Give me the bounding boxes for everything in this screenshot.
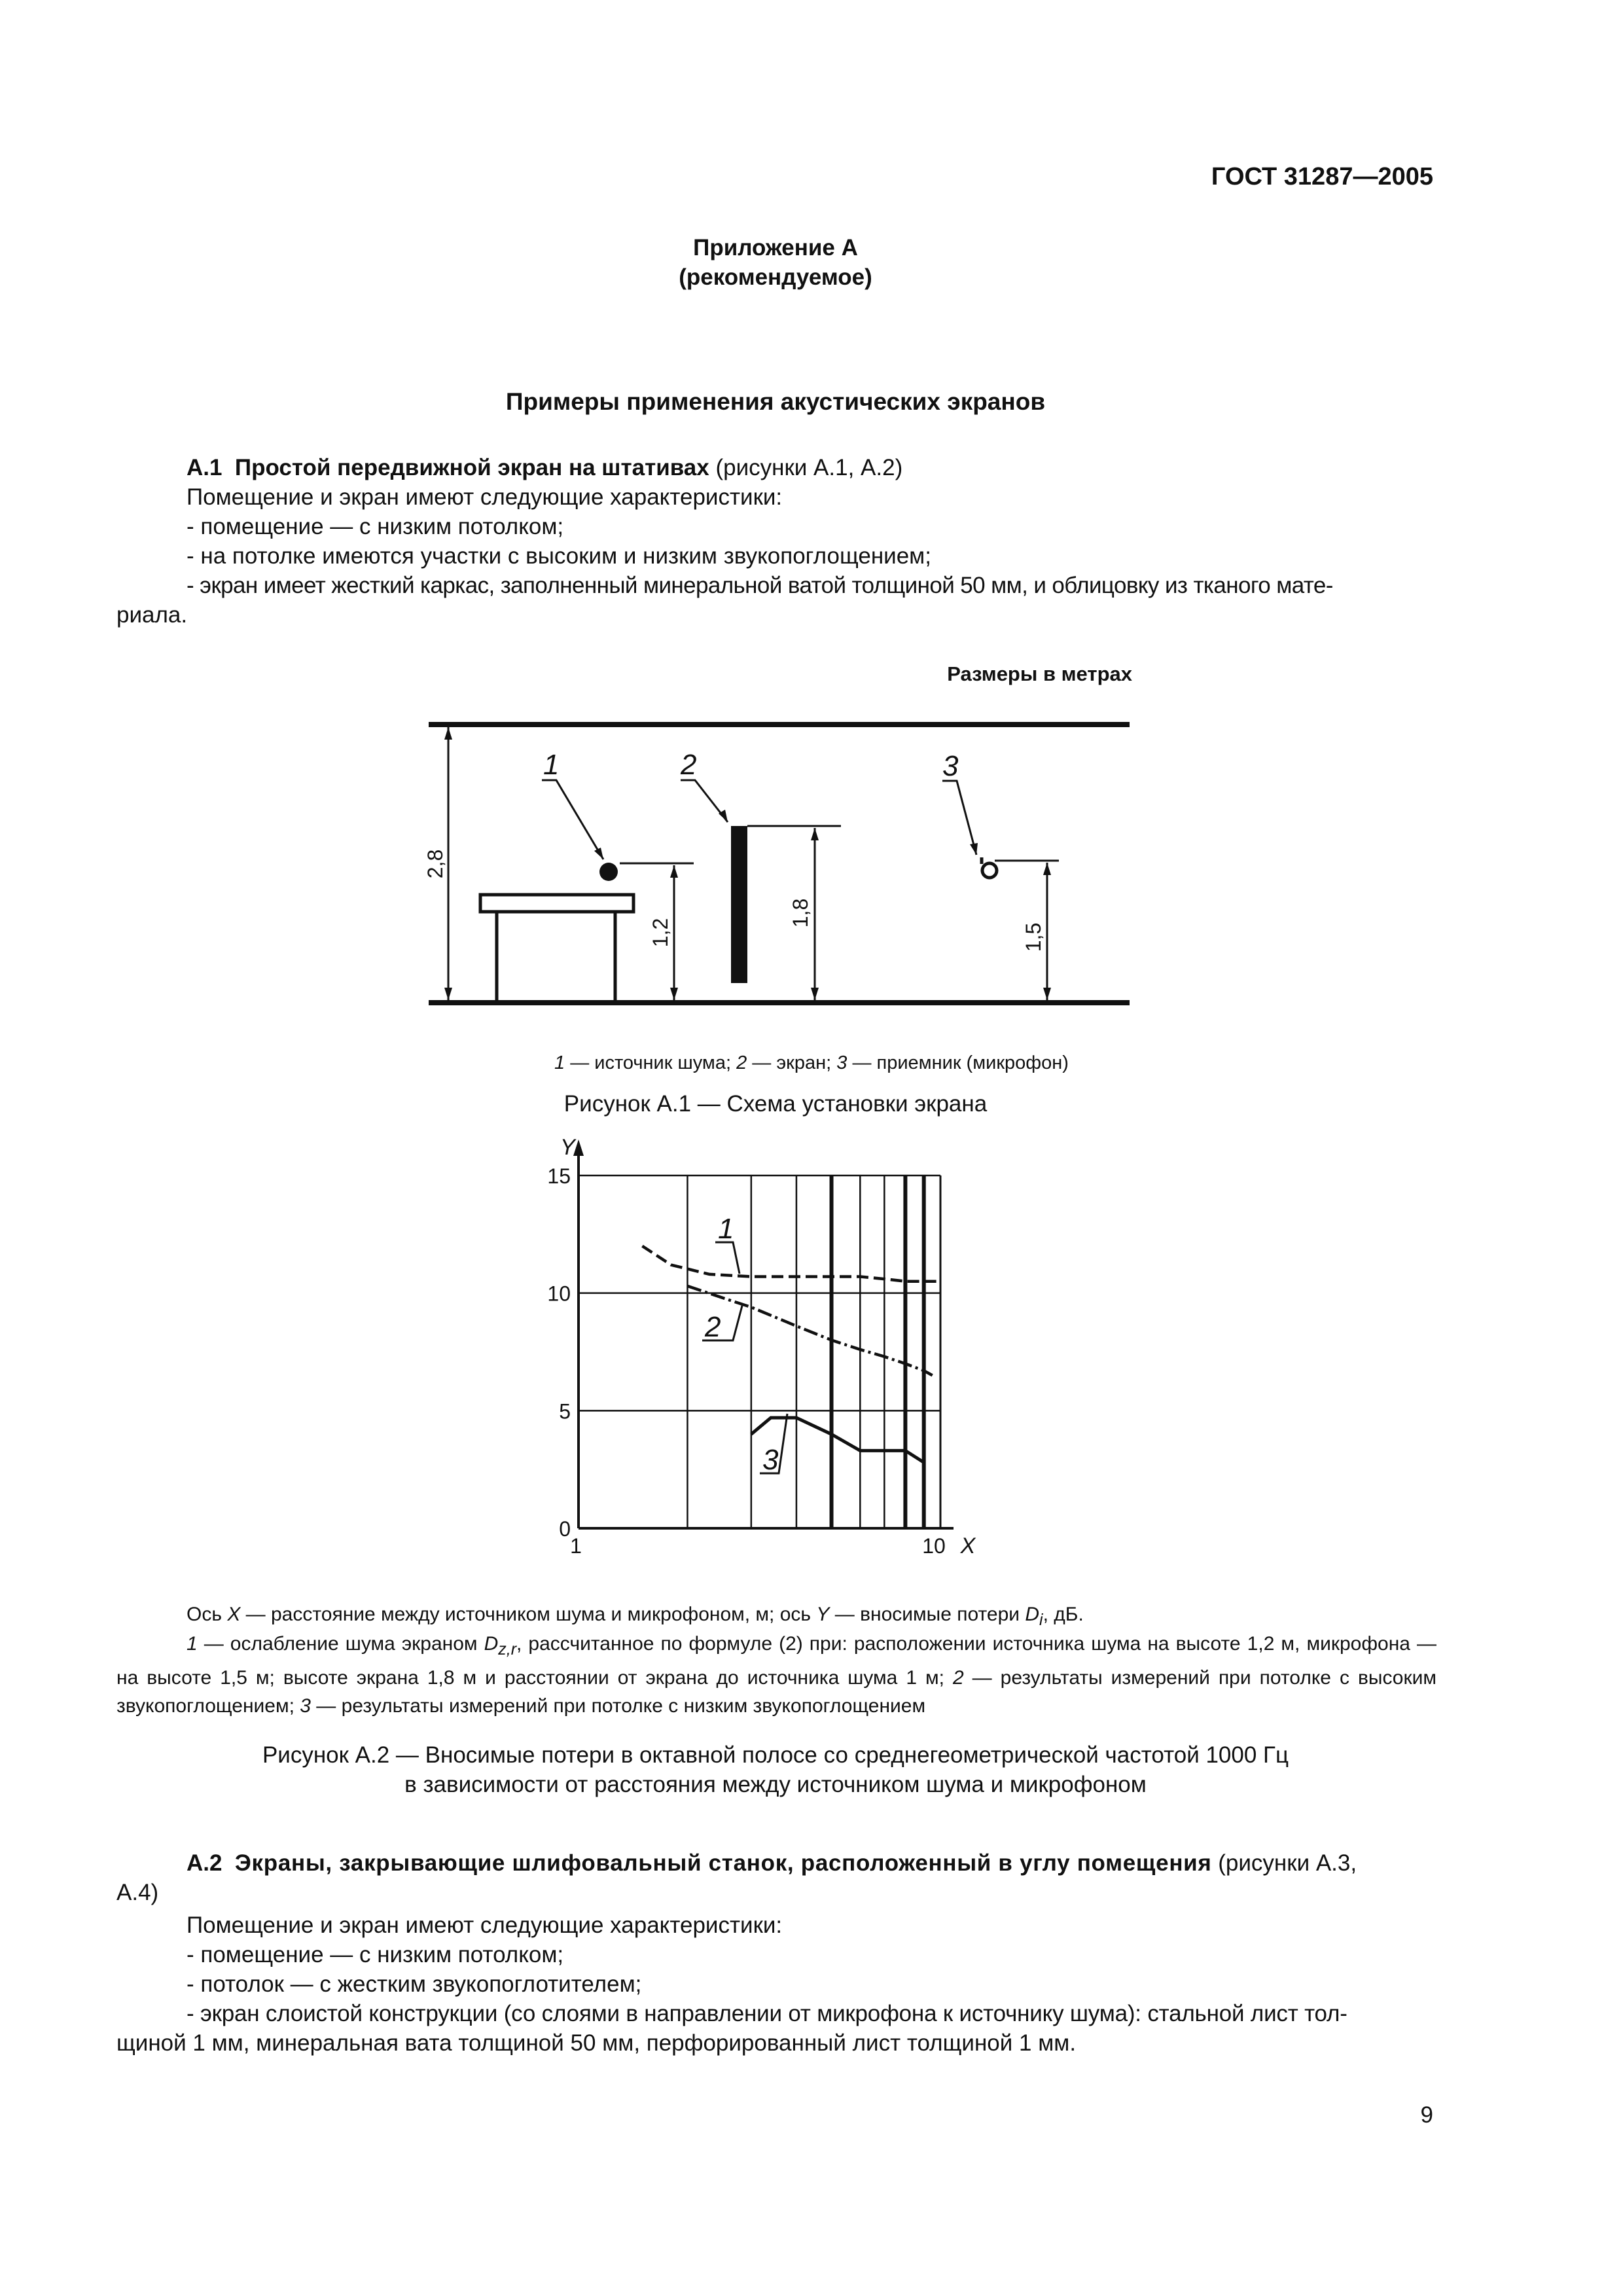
axes-desc-b: — расстояние между источником шума и микрофоном, м; ось <box>240 1604 817 1625</box>
series-label-2: 2 <box>705 1311 721 1343</box>
a2-item-1: - помещение — с низким потолком; <box>187 1942 564 1967</box>
note-n2: 2 <box>953 1667 964 1689</box>
legend-n2: 2 <box>736 1052 747 1073</box>
a2-heading-text: Экраны, закрывающие шлифовальный станок, расположенный в углу помещения <box>234 1850 1212 1876</box>
dim-screen-label: 1,8 <box>789 898 812 928</box>
a1-intro: Помещение и экран имеют следующие характеристики: <box>187 484 783 510</box>
legend-t2: — экран; <box>747 1052 837 1073</box>
note-t3: — результаты измерений при потолке с высоким звукопоглощением; <box>116 1667 1436 1717</box>
fig1-label-1: 1 <box>543 749 560 781</box>
a1-figure-ref: (рисунки А.1, А.2) <box>715 455 903 480</box>
x-axis-label: X <box>960 1534 976 1558</box>
a1-heading-text: Простой передвижной экран на штативах <box>234 455 709 480</box>
legend-n3: 3 <box>836 1052 847 1073</box>
note-t2: , рассчитанное по формуле (2) при: расположении источника шума на высоте 1,2 м, микрофона — на высоте 1,5 м; высоте экрана 1,8 м и расстоянии от экрана до источника шума 1 м; <box>116 1633 1436 1689</box>
x-tick-10: 10 <box>922 1534 946 1558</box>
fig1-units: Размеры в метрах <box>947 662 1132 685</box>
series-line-2 <box>688 1286 933 1375</box>
note-t4: — результаты измерений при потолке с низким звукопоглощением <box>310 1695 926 1717</box>
legend-t3: — приемник (микрофон) <box>847 1052 1069 1073</box>
a2-number: А.2 <box>187 1850 223 1876</box>
axes-desc-y: Y <box>816 1604 830 1625</box>
fig1-legend <box>0 1050 1623 1076</box>
appendix-subtitle: (рекомендуемое) <box>679 264 872 290</box>
note-t1: — ослабление шума экраном <box>197 1633 484 1655</box>
axes-desc-d: D <box>1025 1604 1040 1625</box>
fig2-note <box>116 1630 1436 1720</box>
fig2-caption-line1: Рисунок А.2 — Вносимые потери в октавной полосе со среднегеометрической частотой 1000 Гц <box>262 1742 1289 1768</box>
axes-desc-a: Ось <box>187 1604 228 1625</box>
y-tick-10: 10 <box>547 1282 571 1306</box>
fig1-label-3: 3 <box>942 750 959 782</box>
a1-heading <box>187 454 1436 482</box>
a2-intro: Помещение и экран имеют следующие характеристики: <box>187 1912 783 1938</box>
a1-item-2: - на потолке имеются участки с высоким и низким звукопоглощением; <box>187 543 931 569</box>
dim-receiver-label: 1,5 <box>1022 922 1045 952</box>
a2-item-3: - экран слоистой конструкции (со слоями в направлении от микрофона к источнику шума): стальной лист тол- <box>187 2001 1347 2026</box>
series-leader-1 <box>715 1242 740 1274</box>
fig2-caption-line2: в зависимости от расстояния между источником шума и микрофоном <box>404 1772 1147 1797</box>
note-dz: D <box>484 1633 499 1655</box>
axes-desc-c: — вносимые потери <box>829 1604 1026 1625</box>
a2-figure-ref: (рисунки А.3, <box>1218 1850 1357 1876</box>
a1-item-3: - экран имеет жесткий каркас, заполненный минеральной ватой толщиной 50 мм, и облицовку из тканого мате- <box>187 573 1333 598</box>
page-number: 9 <box>1420 2102 1433 2128</box>
a2-item-3-cont: щиной 1 мм, минеральная вата толщиной 50 мм, перфорированный лист толщиной 1 мм. <box>116 2030 1077 2056</box>
axes-desc-e: , дБ. <box>1043 1604 1084 1625</box>
series-label-3: 3 <box>762 1444 779 1476</box>
legend-t1: — источник шума; <box>565 1052 737 1073</box>
receiver-mic <box>982 863 997 878</box>
y-tick-15: 15 <box>547 1164 571 1188</box>
a2-item-2: - потолок — с жестким звукопоглотителем; <box>187 1971 642 1997</box>
doc-code: ГОСТ 31287—2005 <box>1211 163 1433 190</box>
note-n3: 3 <box>300 1695 311 1717</box>
note-dz-sub: z,r <box>498 1640 517 1659</box>
dim-room-label: 2,8 <box>423 849 447 879</box>
chart-labels <box>547 1136 976 1558</box>
note-n1: 1 <box>187 1633 198 1655</box>
appendix-title: Приложение А <box>693 235 858 260</box>
fig2-chart <box>510 1136 1034 1574</box>
fig1-diagram <box>393 707 1152 1008</box>
dim-source-label: 1,2 <box>649 918 672 948</box>
y-tick-0: 0 <box>559 1517 571 1541</box>
source-dot <box>599 863 618 881</box>
fig1-label-2: 2 <box>681 749 697 781</box>
y-axis-label: Y <box>560 1136 575 1160</box>
x-tick-1: 1 <box>570 1534 582 1558</box>
screen-bar <box>731 826 747 983</box>
table-top <box>480 895 633 912</box>
a1-item-3-cont: риала. <box>116 602 188 628</box>
fig1-caption: Рисунок А.1 — Схема установки экрана <box>563 1091 988 1117</box>
a1-number: А.1 <box>187 455 223 480</box>
axes-desc-x: X <box>227 1604 241 1625</box>
legend-n1: 1 <box>554 1052 565 1073</box>
a2-figure-ref-cont: А.4) <box>116 1880 159 1905</box>
section-title: Примеры применения акустических экранов <box>505 388 1046 415</box>
y-tick-5: 5 <box>559 1399 571 1424</box>
series-label-1: 1 <box>718 1213 734 1245</box>
a2-heading <box>187 1849 1436 1878</box>
a1-item-1: - помещение — с низким потолком; <box>187 514 564 539</box>
axes-desc-i: i <box>1039 1611 1043 1629</box>
